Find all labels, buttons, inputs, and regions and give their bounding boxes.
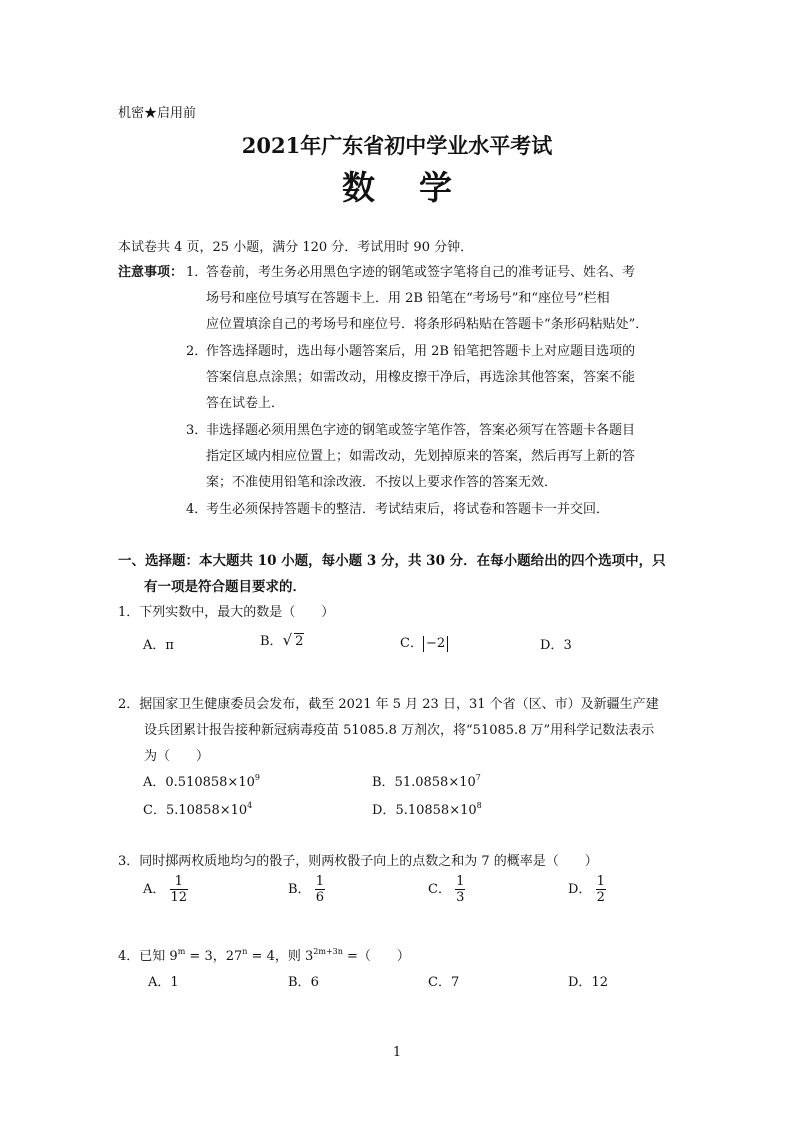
notice-item-3-line-1: 非选择题必须用黑色字迹的钢笔或签字笔作答，答案必须写在答题卡各题目 <box>206 423 636 438</box>
fraction-numerator: 1 <box>456 874 465 889</box>
fraction-numerator: 1 <box>170 874 189 890</box>
question-2-option-b <box>372 771 481 790</box>
question-4-option-a <box>148 971 179 990</box>
confidential-label: 机密★启用前 <box>118 106 197 121</box>
question-4-option-d <box>568 971 608 990</box>
notice-item-2-line-3: 答在试卷上． <box>206 396 285 411</box>
q4-part-2: = 3，27 <box>185 949 243 964</box>
option-d-label: D． <box>568 882 592 897</box>
option-c-label: C． <box>428 975 451 990</box>
option-a-label: A． <box>148 975 171 990</box>
option-d-fraction <box>596 874 606 905</box>
option-a-fraction <box>170 874 189 905</box>
option-a-label: A． <box>143 775 166 790</box>
notice-label: 注意事项： <box>118 265 184 280</box>
notice-item-1-number: 1． <box>186 265 208 280</box>
notice-item-3-number: 3． <box>186 423 208 438</box>
option-d-label: D． <box>540 638 564 653</box>
option-d-label: D． <box>568 975 592 990</box>
option-b-label: B． <box>288 882 311 897</box>
notice-item-2-line-1: 作答选择题时，选出每小题答案后，用 2B 铅笔把答题卡上对应题目选项的 <box>206 344 636 359</box>
notice-item-4-number: 4． <box>186 502 208 517</box>
q4-exponent-2: n <box>242 947 248 956</box>
question-1-stem: 1．下列实数中，最大的数是（ ） <box>118 605 335 620</box>
question-3-option-b <box>288 874 325 905</box>
q4-part-1: 4．已知 9 <box>118 949 178 964</box>
option-b-label: B． <box>288 975 311 990</box>
question-4-option-c <box>428 971 459 990</box>
notice-item-1-line-3: 应位置填涂自己的考场号和座位号．将条形码粘贴在答题卡“条形码粘贴处”． <box>206 317 649 332</box>
option-b-fraction <box>315 874 325 905</box>
page-number: 1 <box>392 1045 402 1060</box>
option-a-value: 1 <box>170 975 179 990</box>
option-c-value: −2 <box>423 636 448 652</box>
notice-item-4-line-1: 考生必须保持答题卡的整洁．考试结束后，将试卷和答题卡一并交回． <box>206 502 610 517</box>
notice-item-2-number: 2． <box>186 344 208 359</box>
fraction-numerator: 1 <box>315 874 324 889</box>
fraction-denominator: 6 <box>315 890 324 905</box>
option-d-value: 12 <box>591 975 608 990</box>
option-b-value: 2 <box>295 634 304 649</box>
question-3-option-d <box>568 874 606 905</box>
option-c-fraction <box>455 874 465 905</box>
question-2-option-a <box>143 771 260 790</box>
option-a-value: π <box>165 638 174 653</box>
q4-part-3: = 4，则 3 <box>247 949 314 964</box>
fraction-denominator: 2 <box>596 890 605 905</box>
question-1-option-a <box>143 634 174 653</box>
question-4-stem <box>118 945 410 964</box>
question-1-option-d <box>540 634 572 653</box>
option-c-label: C． <box>400 636 423 651</box>
subject-title: 数学 <box>342 168 496 207</box>
question-3-stem: 3．同时掷两枚质地均匀的骰子，则两枚骰子向上的点数之和为 7 的概率是（ ） <box>118 854 598 869</box>
option-b-base: 51.0858×10 <box>394 775 476 790</box>
section-1-heading-line-1: 一、选择题：本大题共 10 小题，每小题 3 分，共 30 分．在每小题给出的四个选项中，只 <box>118 553 666 569</box>
question-2-stem-line-3: 为（ ） <box>144 749 210 764</box>
option-c-exponent: 4 <box>247 801 253 810</box>
notice-item-3-line-2: 指定区域内相应位置上；如需改动，先划掉原来的答案，然后再写上新的答 <box>206 449 636 464</box>
q4-exponent-1: m <box>177 947 186 956</box>
option-c-label: C． <box>143 803 166 818</box>
option-a-label: A． <box>143 882 166 897</box>
question-2-stem-line-2: 设兵团累计报告接种新冠病毒疫苗 51085.8 万剂次，将“51085.8 万”用科学记数法表示 <box>144 723 655 738</box>
option-b-label: B． <box>372 775 395 790</box>
question-2-option-d <box>372 799 482 818</box>
option-d-value: 3 <box>563 638 572 653</box>
option-a-base: 0.510858×10 <box>165 775 255 790</box>
question-1-option-c <box>400 632 448 652</box>
question-1-option-b <box>260 630 304 649</box>
notice-item-1-line-2: 场号和座位号填写在答题卡上．用 2B 铅笔在“考场号”和“座位号”栏相 <box>206 291 610 306</box>
question-3-option-c <box>428 874 465 905</box>
option-c-label: C． <box>428 882 451 897</box>
section-1-heading-line-2: 有一项是符合题目要求的． <box>144 579 306 595</box>
exam-intro: 本试卷共 4 页，25 小题，满分 120 分．考试用时 90 分钟． <box>118 240 474 255</box>
fraction-denominator: 12 <box>170 890 188 905</box>
sqrt-icon: √ <box>282 631 293 649</box>
option-b-exponent: 7 <box>475 773 481 782</box>
question-3-option-a <box>143 874 188 905</box>
question-2-option-c <box>143 799 252 818</box>
notice-item-2-line-2: 答案信息点涂黑；如需改动，用橡皮擦干净后，再选涂其他答案，答案不能 <box>206 370 636 385</box>
fraction-numerator: 1 <box>596 874 605 889</box>
question-2-stem-line-1: 2．据国家卫生健康委员会发布，截至 2021 年 5 月 23 日，31 个省（区、市）及新疆生产建 <box>118 697 659 712</box>
exam-title: 2021年广东省初中学业水平考试 <box>241 133 553 158</box>
option-d-label: D． <box>372 803 396 818</box>
notice-item-1-line-1: 答卷前，考生务必用黑色字迹的钢笔或签字笔将自己的准考证号、姓名、考 <box>206 265 636 280</box>
option-b-label: B． <box>260 634 283 649</box>
option-a-exponent: 9 <box>254 773 260 782</box>
question-4-option-b <box>288 971 319 990</box>
option-c-value: 7 <box>450 975 460 990</box>
option-b-value: 6 <box>310 975 319 990</box>
option-a-label: A． <box>143 638 166 653</box>
option-d-base: 5.10858×10 <box>395 803 477 818</box>
option-c-base: 5.10858×10 <box>165 803 248 818</box>
q4-part-4: =（ ） <box>342 949 410 964</box>
notice-item-3-line-3: 案；不准使用铅笔和涂改液．不按以上要求作答的答案无效． <box>206 475 558 490</box>
option-d-exponent: 8 <box>476 801 482 810</box>
fraction-denominator: 3 <box>456 890 465 905</box>
q4-exponent-3: 2m+3n <box>313 947 343 956</box>
